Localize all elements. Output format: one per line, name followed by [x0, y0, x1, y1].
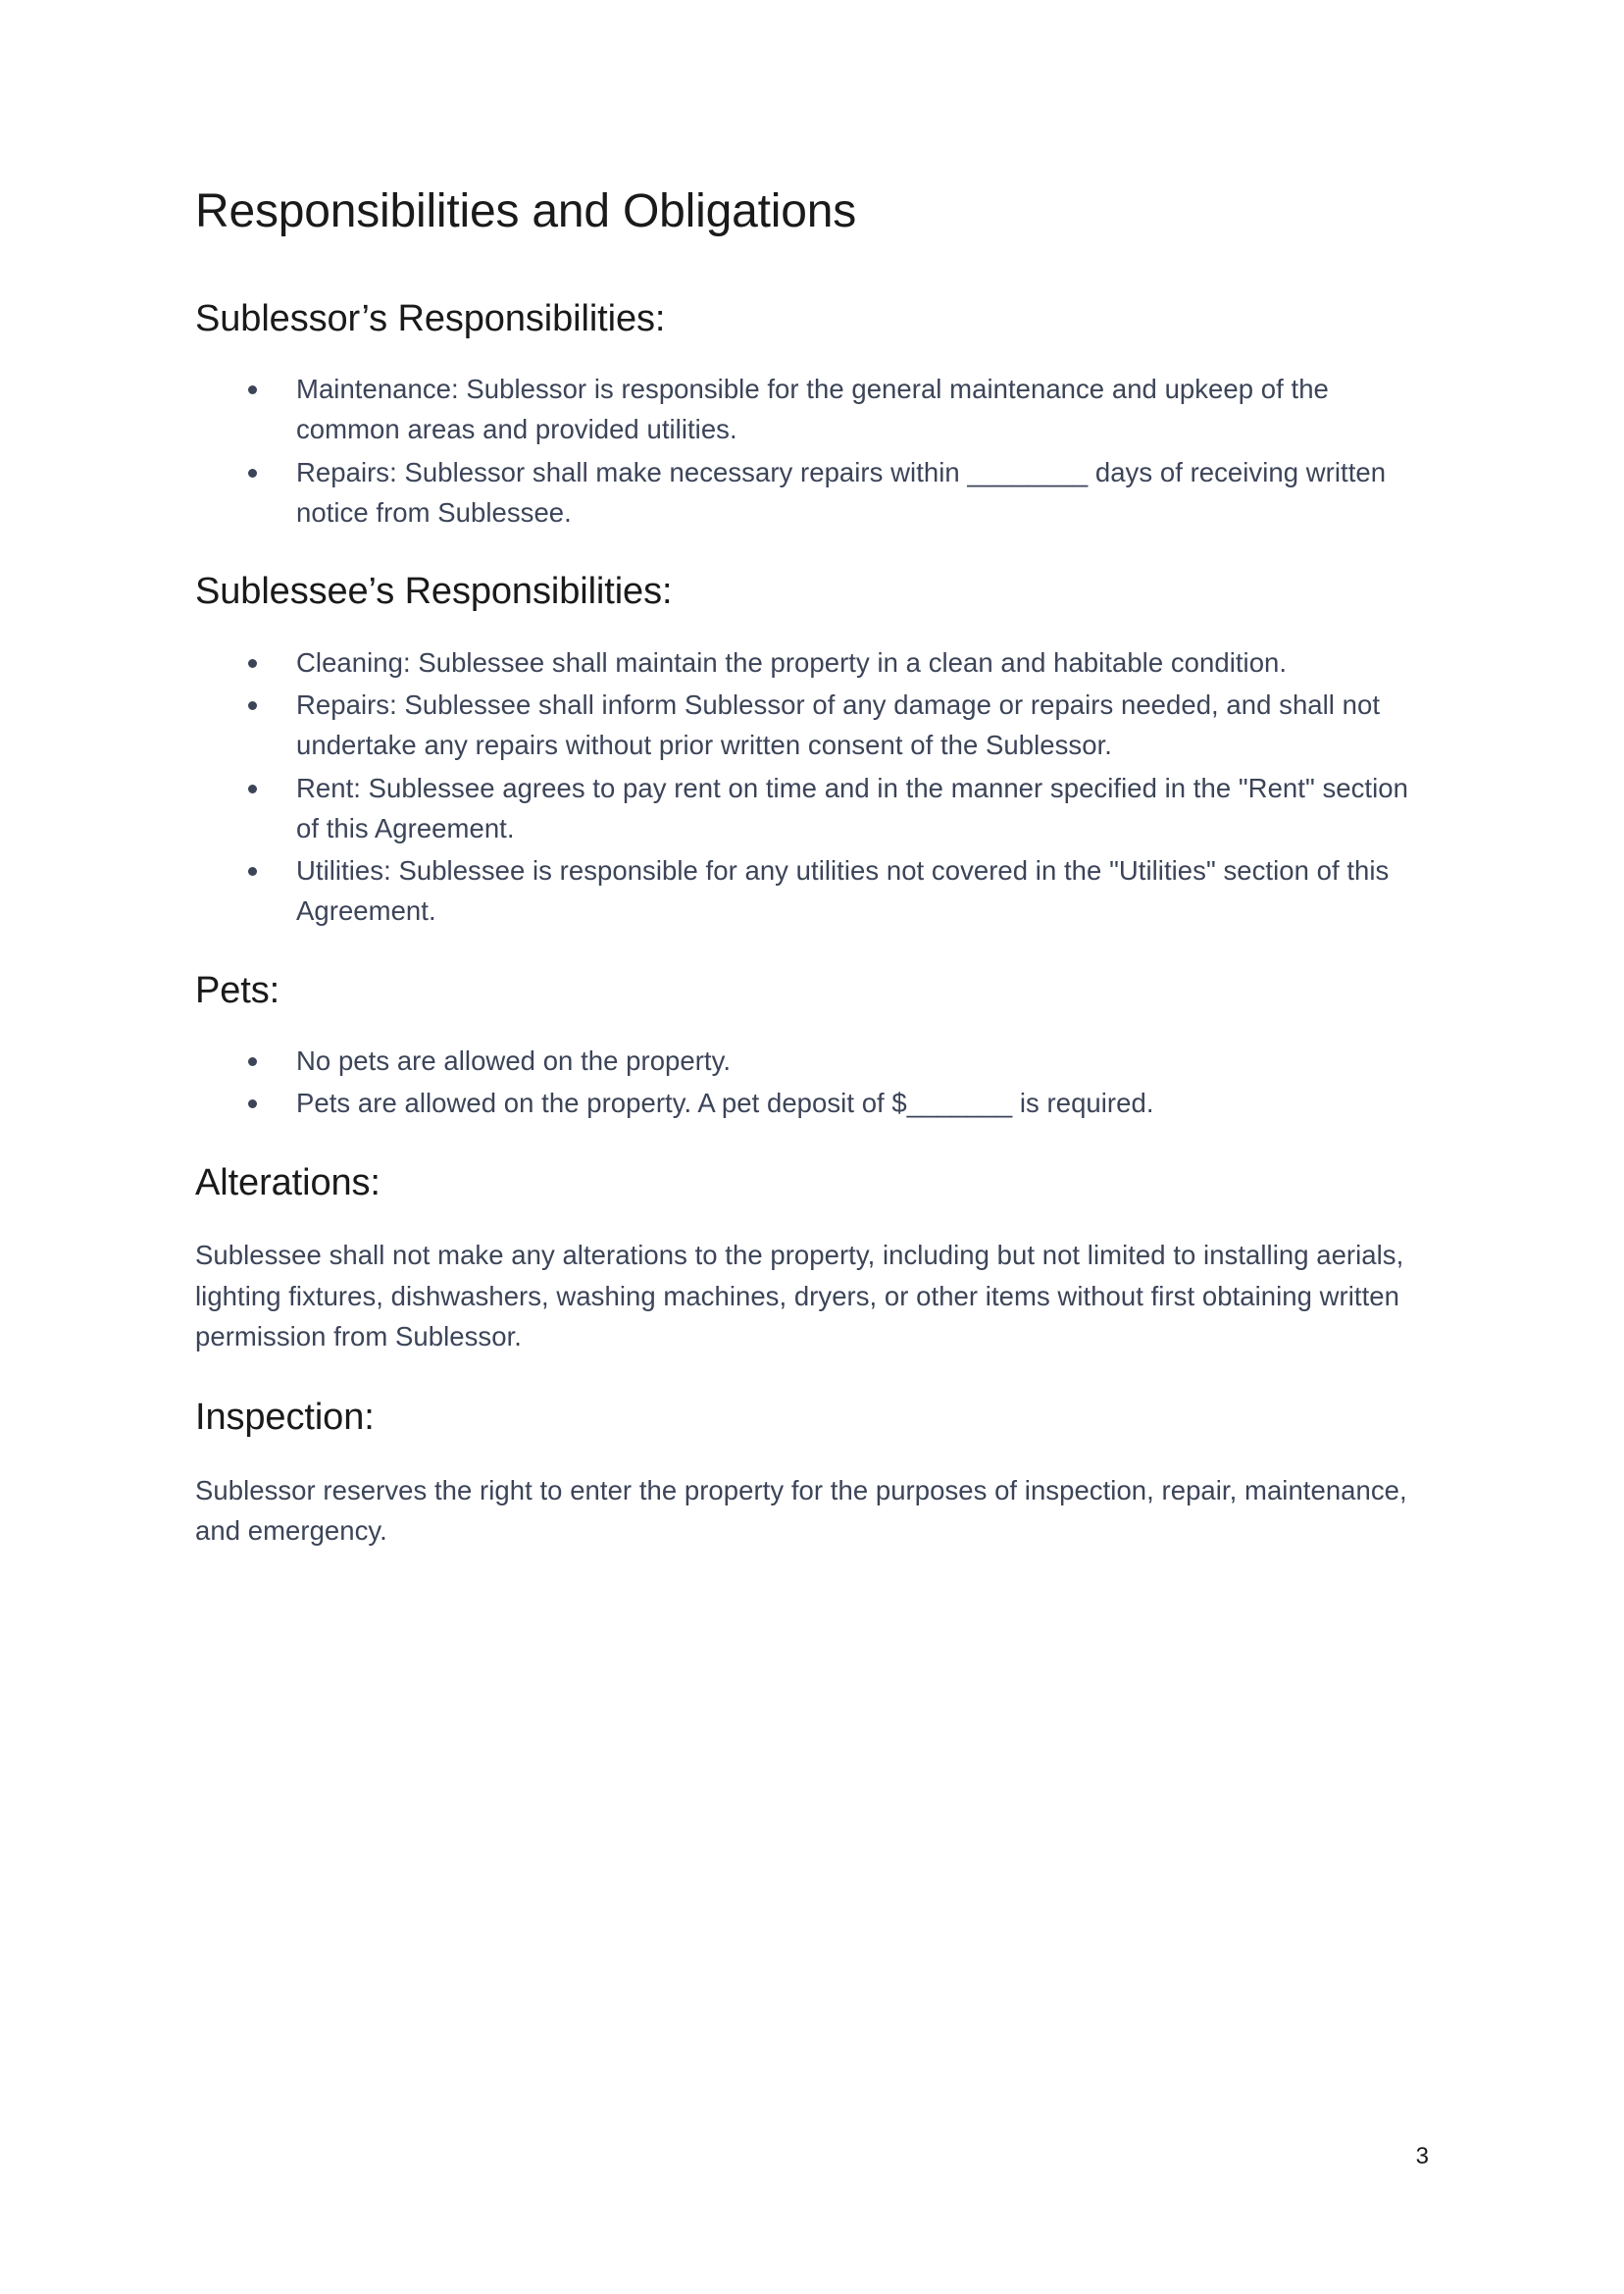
page-number: 3: [1415, 2143, 1429, 2169]
bullet-list-sublessor: [195, 369, 1433, 533]
bullet-list-pets: [195, 1041, 1433, 1124]
list-item: Repairs: Sublessee shall inform Sublessor of any damage or repairs needed, and shall not undertake any repairs without prior written consent of the Sublessor.: [195, 685, 1433, 766]
list-item: Pets are allowed on the property. A pet deposit of $_______ is required.: [195, 1083, 1433, 1123]
spacer: [195, 615, 1433, 642]
section-heading-sublessor: Sublessor’s Responsibilities:: [195, 297, 666, 339]
list-item: Repairs: Sublessor shall make necessary repairs within ________ days of receiving written notice from Sublessee.: [195, 452, 1433, 534]
spacer: [195, 1013, 1433, 1041]
section-heading-inspection: Inspection:: [195, 1397, 375, 1438]
section-heading-pets: Pets:: [195, 969, 280, 1011]
document-content: [195, 184, 1433, 1551]
list-item: Maintenance: Sublessor is responsible for the general maintenance and upkeep of the common areas and provided utilities.: [195, 369, 1433, 450]
list-item: Rent: Sublessee agrees to pay rent on time and in the manner specified in the "Rent" section of this Agreement.: [195, 768, 1433, 849]
page-title: Responsibilities and Obligations: [195, 185, 856, 237]
list-item: Utilities: Sublessee is responsible for any utilities not covered in the "Utilities" section of this Agreement.: [195, 850, 1433, 932]
section-heading-sublessee: Sublessee’s Responsibilities:: [195, 571, 673, 613]
list-item: No pets are allowed on the property.: [195, 1041, 1433, 1081]
spacer: [195, 1205, 1433, 1235]
spacer: [195, 535, 1433, 570]
spacer: [195, 240, 1433, 297]
spacer: [195, 934, 1433, 969]
paragraph-alterations: Sublessee shall not make any alterations to the property, including but not limited to installing aerials, lighting fixtures, dishwashers, washing machines, dryers, or other items without first obtaining written permission from Sublessor.: [195, 1240, 1404, 1351]
spacer: [195, 1441, 1433, 1470]
spacer: [195, 341, 1433, 369]
spacer: [195, 1126, 1433, 1161]
spacer: [195, 1356, 1433, 1396]
list-item: Cleaning: Sublessee shall maintain the property in a clean and habitable condition.: [195, 642, 1433, 683]
paragraph-inspection: Sublessor reserves the right to enter the property for the purposes of inspection, repair, maintenance, and emergency.: [195, 1474, 1407, 1546]
bullet-list-sublessee: [195, 642, 1433, 932]
section-heading-alterations: Alterations:: [195, 1161, 381, 1203]
